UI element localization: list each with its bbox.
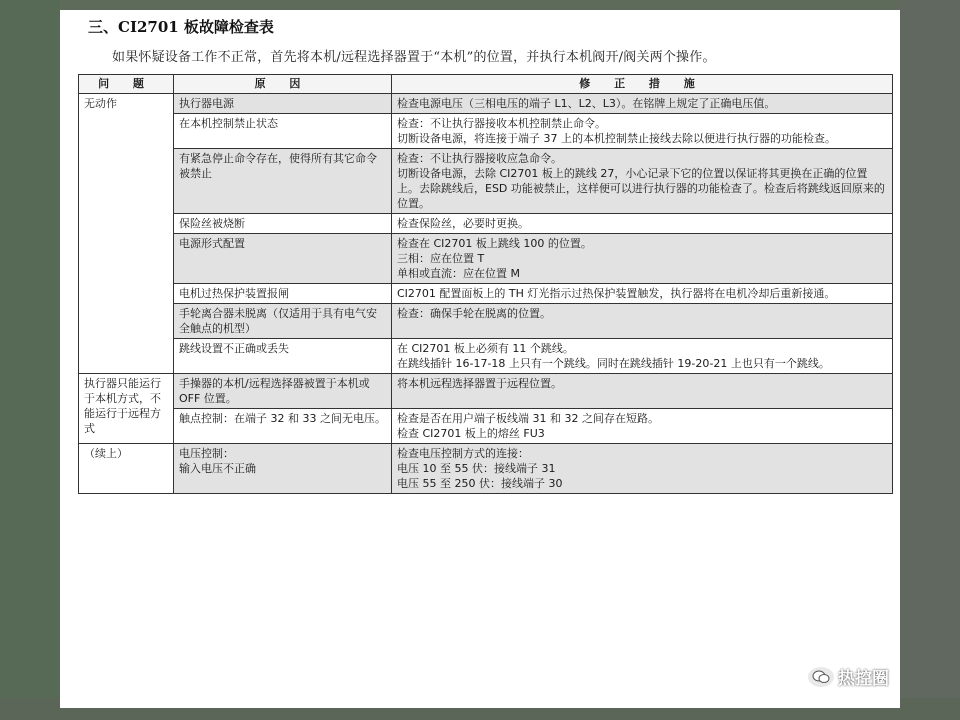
fix-cell bbox=[392, 444, 893, 494]
table-row bbox=[79, 149, 893, 214]
table-body bbox=[79, 94, 893, 494]
fix-cell bbox=[392, 339, 893, 374]
fix-line: 在 CI2701 板上必须有 11 个跳线。 bbox=[397, 342, 574, 355]
fix-cell bbox=[392, 114, 893, 149]
cause-cell: 电机过热保护装置报闸 bbox=[174, 284, 392, 304]
fix-cell bbox=[392, 409, 893, 444]
page-title: 三、CI2701 板故障检查表 bbox=[88, 18, 274, 36]
table-row bbox=[79, 214, 893, 234]
intro-text: 如果怀疑设备工作不正常，首先将本机/远程选择器置于“本机”的位置，并执行本机阀开/阀关两个操作。 bbox=[112, 50, 716, 65]
fix-cell bbox=[392, 234, 893, 284]
fix-line: 将本机远程选择器置于远程位置。 bbox=[397, 377, 562, 390]
table-row bbox=[79, 114, 893, 149]
table-row bbox=[79, 444, 893, 494]
cause-cell: 有紧急停止命令存在，使得所有其它命令被禁止 bbox=[174, 149, 392, 214]
fix-line: 电压 10 至 55 伏：接线端子 31 bbox=[397, 462, 556, 475]
fix-line: 单相或直流：应在位置 M bbox=[397, 267, 520, 280]
wechat-chat-icon bbox=[808, 667, 834, 687]
watermark-text: 热控圈 bbox=[838, 669, 889, 689]
table-header-row bbox=[79, 75, 893, 94]
frame-left bbox=[0, 0, 60, 720]
cause-cell: 手轮离合器未脱离（仅适用于具有电气安全触点的机型） bbox=[174, 304, 392, 339]
header-problem: 问 题 bbox=[79, 75, 174, 94]
cause-cell: 手操器的本机/远程选择器被置于本机或 OFF 位置。 bbox=[174, 374, 392, 409]
slide-page bbox=[60, 10, 900, 708]
fix-line: 电压 55 至 250 伏：接线端子 30 bbox=[397, 477, 563, 490]
fix-cell bbox=[392, 284, 893, 304]
table-row bbox=[79, 284, 893, 304]
fix-line: 检查在 CI2701 板上跳线 100 的位置。 bbox=[397, 237, 592, 250]
fix-line: 检查 CI2701 板上的熔丝 FU3 bbox=[397, 427, 545, 440]
cause-cell: 执行器电源 bbox=[174, 94, 392, 114]
cause-cell: 跳线设置不正确或丢失 bbox=[174, 339, 392, 374]
fix-line: 检查保险丝，必要时更换。 bbox=[397, 217, 529, 230]
fix-line: 检查：确保手轮在脱离的位置。 bbox=[397, 307, 551, 320]
fix-line: 切断设备电源，去除 CI2701 板上的跳线 27，小心记录下它的位置以保证将其更换在正确的位置上。去除跳线后，ESD 功能被禁止，这样便可以进行执行器的功能检查了。检查后将跳线返回原来的位置。 bbox=[397, 167, 885, 210]
fix-line: 检查电压控制方式的连接： bbox=[397, 447, 529, 460]
fix-line: CI2701 配置面板上的 TH 灯光指示过热保护装置触发，执行器将在电机冷却后重新接通。 bbox=[397, 287, 836, 300]
frame-right bbox=[898, 0, 960, 720]
fault-check-table bbox=[78, 74, 893, 494]
table-row bbox=[79, 409, 893, 444]
header-cause: 原 因 bbox=[174, 75, 392, 94]
cause-cell: 电压控制： 输入电压不正确 bbox=[174, 444, 392, 494]
cause-cell: 在本机控制禁止状态 bbox=[174, 114, 392, 149]
problem-cell: 无动作 bbox=[79, 94, 174, 374]
table-row bbox=[79, 339, 893, 374]
fix-line: 切断设备电源，将连接于端子 37 上的本机控制禁止接线去除以便进行执行器的功能检查。 bbox=[397, 132, 836, 145]
header-fix: 修 正 措 施 bbox=[392, 75, 893, 94]
cause-cell: 电源形式配置 bbox=[174, 234, 392, 284]
table-row bbox=[79, 304, 893, 339]
fix-cell bbox=[392, 374, 893, 409]
fix-cell bbox=[392, 149, 893, 214]
fix-line: 在跳线插针 16-17-18 上只有一个跳线。同时在跳线插针 19-20-21 上也只有一个跳线。 bbox=[397, 357, 830, 370]
fix-cell bbox=[392, 304, 893, 339]
table-row bbox=[79, 234, 893, 284]
fix-line: 检查：不让执行器接收应急命令。 bbox=[397, 152, 562, 165]
fix-line: 检查：不让执行器接收本机控制禁止命令。 bbox=[397, 117, 606, 130]
table-row bbox=[79, 94, 893, 114]
problem-cell: 执行器只能运行于本机方式，不能运行于远程方式 bbox=[79, 374, 174, 444]
watermark bbox=[808, 664, 889, 689]
cause-cell: 保险丝被烧断 bbox=[174, 214, 392, 234]
fix-line: 检查是否在用户端子板线端 31 和 32 之间存在短路。 bbox=[397, 412, 659, 425]
fix-cell bbox=[392, 94, 893, 114]
table-row bbox=[79, 374, 893, 409]
fix-line: 检查电源电压（三相电压的端子 L1、L2、L3）。在铭牌上规定了正确电压值。 bbox=[397, 97, 776, 110]
problem-cell: （续上） bbox=[79, 444, 174, 494]
fix-line: 三相：应在位置 T bbox=[397, 252, 485, 265]
fix-cell bbox=[392, 214, 893, 234]
cause-cell: 触点控制：在端子 32 和 33 之间无电压。 bbox=[174, 409, 392, 444]
